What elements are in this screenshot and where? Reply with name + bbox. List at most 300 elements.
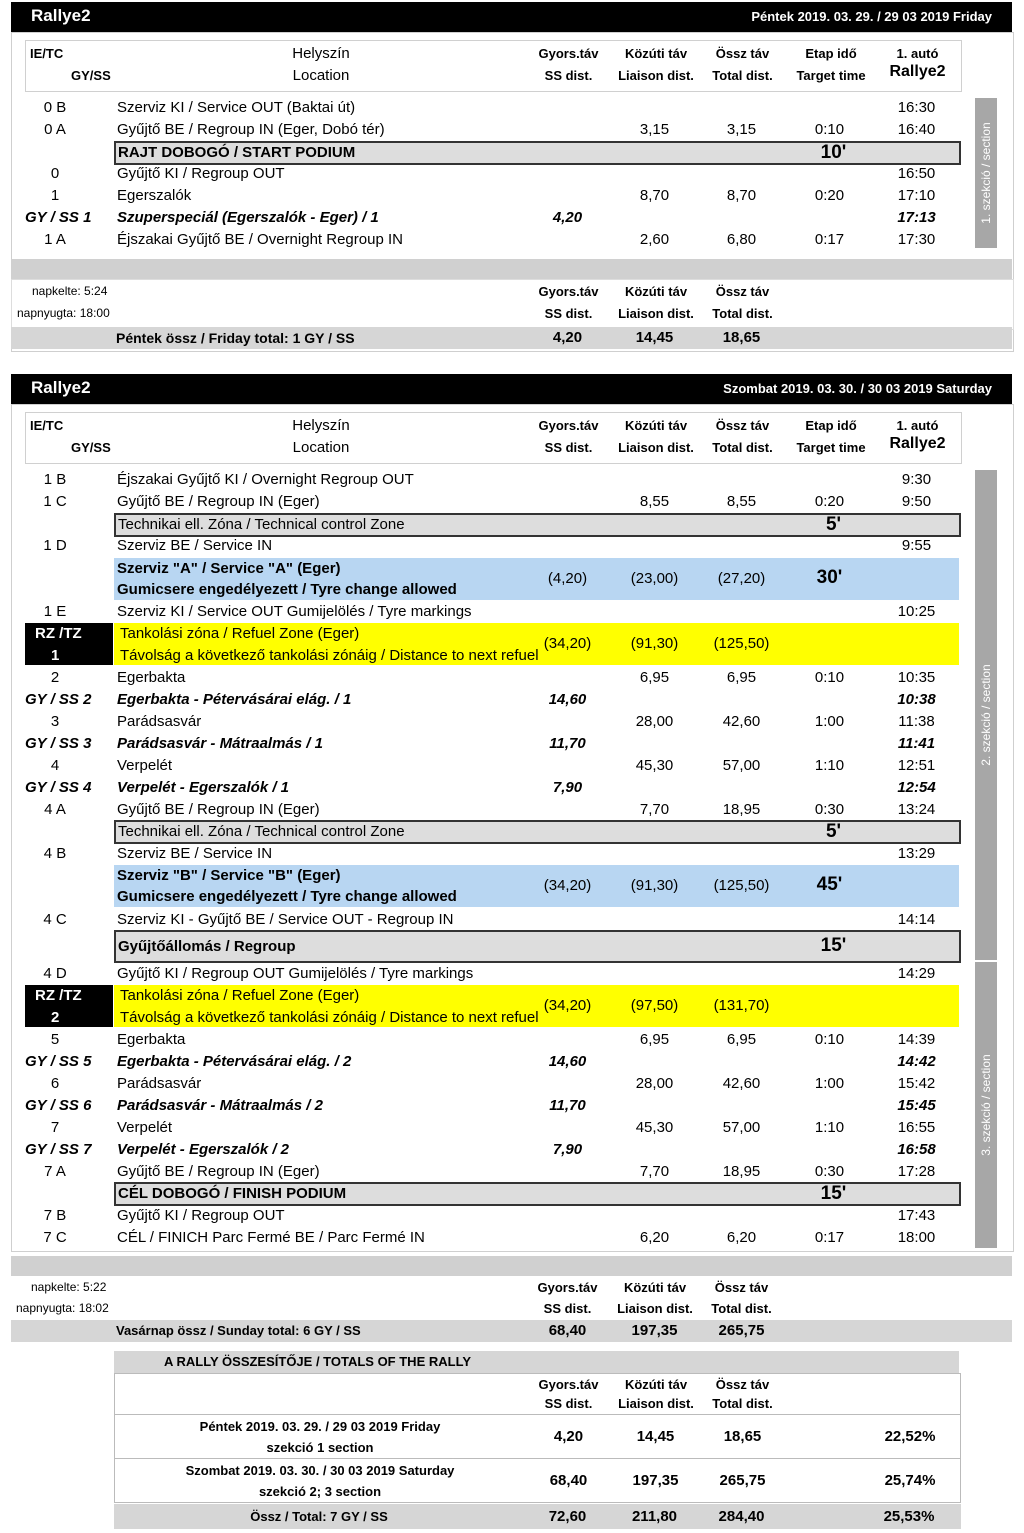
row-code: GY / SS 5 bbox=[25, 1053, 92, 1070]
row-total-dist: 18,95 bbox=[722, 801, 761, 818]
row-location: Parádsasvár bbox=[117, 1075, 202, 1092]
refuel-zone-2-line2: Távolság a következő tankolási zónáig / Distance to next refuel bbox=[120, 1009, 539, 1026]
row-location: Egerszalók bbox=[117, 187, 192, 204]
itinerary-row bbox=[25, 163, 960, 185]
day2-total-li: 197,35 bbox=[631, 1322, 678, 1339]
row-first-car: 11:38 bbox=[898, 713, 935, 730]
regroup-time: 15' bbox=[820, 935, 847, 956]
rt-liaison: Liaison dist. bbox=[618, 1396, 694, 1411]
row-liaison-dist: 6,20 bbox=[639, 1229, 670, 1246]
row-code: 5 bbox=[50, 1031, 60, 1048]
row-code: 7 B bbox=[43, 1207, 67, 1224]
hdr-etap: Etap idő bbox=[805, 46, 857, 61]
day2-column-header bbox=[25, 412, 962, 464]
row-code: 4 C bbox=[43, 911, 67, 928]
row-ss-dist: 11,70 bbox=[549, 735, 586, 752]
row-code: 3 bbox=[50, 713, 60, 730]
day2-total-label: Vasárnap össz / Sunday total: 6 GY / SS bbox=[116, 1323, 361, 1338]
itinerary-row bbox=[25, 97, 960, 119]
service-b-tot: (125,50) bbox=[713, 877, 770, 894]
service-a-li: (23,00) bbox=[630, 570, 679, 587]
row-first-car: 17:30 bbox=[897, 231, 936, 248]
refuel-zone-2-ss: (34,20) bbox=[543, 997, 592, 1014]
row-location: Szerviz KI / Service OUT Gumijelölés / Tyre markings bbox=[117, 603, 472, 620]
row-first-car: 12:51 bbox=[897, 757, 936, 774]
row-total-dist: 6,20 bbox=[726, 1229, 757, 1246]
hdr-location: Location bbox=[292, 67, 350, 84]
row-first-car: 9:50 bbox=[901, 493, 932, 510]
rt-sat-line2: szekció 2; 3 section bbox=[258, 1484, 382, 1499]
hdr-gyors: Gyors.táv bbox=[538, 46, 599, 61]
row-target-time: 0:10 bbox=[814, 1031, 845, 1048]
row-location: CÉL / FINICH Parc Fermé BE / Parc Fermé IN bbox=[117, 1229, 425, 1246]
row-first-car: 13:24 bbox=[897, 801, 936, 818]
sum2-liaison: Liaison dist. bbox=[617, 1301, 693, 1316]
row-code: 1 D bbox=[43, 537, 67, 554]
row-target-time: 1:00 bbox=[814, 713, 845, 730]
row-total-dist: 6,95 bbox=[726, 669, 757, 686]
row-target-time: 0:17 bbox=[814, 1229, 845, 1246]
day2-sunset: napnyugta: 18:02 bbox=[16, 1301, 109, 1315]
row-first-car: 10:35 bbox=[897, 669, 936, 686]
sum2-total: Total dist. bbox=[711, 1301, 772, 1316]
section3-label: 3. szekció / section bbox=[979, 1054, 993, 1156]
hdr2-ssdist: SS dist. bbox=[544, 440, 593, 455]
hdr2-helyszin: Helyszín bbox=[292, 417, 350, 434]
row-code: 7 C bbox=[43, 1229, 67, 1246]
rt-sat-line1: Szombat 2019. 03. 30. / 30 03 2019 Saturday bbox=[185, 1463, 455, 1478]
rt-fri-ss: 4,20 bbox=[553, 1428, 584, 1445]
day2-total-row bbox=[11, 1320, 1012, 1342]
row-first-car: 17:28 bbox=[897, 1163, 936, 1180]
finish-podium-row bbox=[114, 1182, 961, 1206]
row-liaison-dist: 7,70 bbox=[639, 801, 670, 818]
rt-fri-li: 14,45 bbox=[636, 1428, 675, 1445]
row-code: 0 bbox=[50, 165, 60, 182]
itinerary-row bbox=[25, 799, 960, 821]
itinerary-row bbox=[25, 229, 960, 251]
row-location: Gyűjtő KI / Regroup OUT bbox=[117, 1207, 285, 1224]
row-code: 1 A bbox=[44, 231, 66, 248]
row-code: GY / SS 4 bbox=[25, 779, 92, 796]
service-b-block bbox=[114, 865, 959, 907]
hdr-first: 1. autó bbox=[896, 46, 939, 61]
row-code: GY / SS 6 bbox=[25, 1097, 92, 1114]
itinerary-row bbox=[25, 689, 960, 711]
itinerary-row bbox=[25, 1117, 960, 1139]
row-code: 4 bbox=[50, 757, 60, 774]
row-target-time: 1:00 bbox=[814, 1075, 845, 1092]
row-first-car: 14:42 bbox=[897, 1053, 936, 1070]
service-a-time: 30' bbox=[816, 567, 843, 588]
hdr-target: Target time bbox=[796, 68, 866, 83]
sum1-liaison: Liaison dist. bbox=[618, 306, 694, 321]
row-ss-dist: 14,60 bbox=[548, 691, 587, 708]
row-code: 1 E bbox=[43, 603, 67, 620]
day2-sunrise: napkelte: 5:22 bbox=[31, 1280, 107, 1294]
row-first-car: 16:30 bbox=[897, 99, 936, 116]
rally-totals-saturday bbox=[114, 1458, 961, 1503]
itinerary-row bbox=[25, 733, 960, 755]
row-location: Gyűjtő BE / Regroup IN (Eger) bbox=[117, 1163, 320, 1180]
row-first-car: 16:50 bbox=[897, 165, 936, 182]
hdr2-liaison: Liaison dist. bbox=[618, 440, 694, 455]
day2-separator bbox=[11, 1256, 1012, 1276]
row-code: 1 B bbox=[43, 471, 67, 488]
day1-sunrise: napkelte: 5:24 bbox=[32, 284, 108, 298]
row-code: 1 C bbox=[43, 493, 67, 510]
rt-all-pct: 25,53% bbox=[883, 1508, 935, 1525]
rt-gyors: Gyors.táv bbox=[538, 1377, 599, 1392]
itinerary-row bbox=[25, 1051, 960, 1073]
row-liaison-dist: 2,60 bbox=[639, 231, 670, 248]
row-code: 0 B bbox=[43, 99, 67, 116]
rt-fri-line2: szekció 1 section bbox=[266, 1440, 374, 1455]
sum2-ossz: Össz táv bbox=[714, 1280, 769, 1295]
row-first-car: 9:30 bbox=[901, 471, 932, 488]
row-first-car: 15:42 bbox=[897, 1075, 936, 1092]
row-target-time: 0:30 bbox=[814, 801, 845, 818]
row-first-car: 12:54 bbox=[897, 779, 936, 796]
row-first-car: 14:29 bbox=[897, 965, 936, 982]
service-a-line1: Szerviz "A" / Service "A" (Eger) bbox=[117, 560, 341, 577]
day1-total-row bbox=[11, 327, 1012, 349]
rt-fri-pct: 22,52% bbox=[884, 1428, 936, 1445]
rt-sat-pct: 25,74% bbox=[884, 1472, 936, 1489]
row-liaison-dist: 28,00 bbox=[635, 713, 674, 730]
row-total-dist: 8,70 bbox=[726, 187, 757, 204]
row-code: GY / SS 3 bbox=[25, 735, 92, 752]
itinerary-row bbox=[25, 119, 960, 141]
row-liaison-dist: 3,15 bbox=[639, 121, 670, 138]
row-first-car: 17:10 bbox=[897, 187, 936, 204]
row-liaison-dist: 6,95 bbox=[639, 669, 670, 686]
rt-ssdist: SS dist. bbox=[544, 1396, 593, 1411]
day1-column-header bbox=[25, 40, 962, 92]
itinerary-row bbox=[25, 1139, 960, 1161]
day1-total-ss: 4,20 bbox=[552, 329, 583, 346]
row-ss-dist: 7,90 bbox=[552, 1141, 583, 1158]
refuel-zone-2-code: RZ /TZ bbox=[35, 987, 82, 1004]
rally-totals-header bbox=[114, 1373, 961, 1415]
row-first-car: 10:38 bbox=[897, 691, 936, 708]
row-location: Szuperspeciál (Egerszalók - Eger) / 1 bbox=[117, 209, 379, 226]
row-code: 4 B bbox=[43, 845, 67, 862]
start-podium-label: RAJT DOBOGÓ / START PODIUM bbox=[118, 144, 356, 161]
row-ss-dist: 11,70 bbox=[549, 1097, 586, 1114]
row-location: Gyűjtő BE / Regroup IN (Eger) bbox=[117, 493, 320, 510]
day2-total-ss: 68,40 bbox=[548, 1322, 587, 1339]
row-first-car: 14:14 bbox=[897, 911, 936, 928]
itinerary-row bbox=[25, 755, 960, 777]
itinerary-row bbox=[25, 909, 960, 931]
itinerary-row bbox=[25, 667, 960, 689]
day1-separator bbox=[11, 259, 1012, 279]
technical-zone-1 bbox=[114, 513, 961, 537]
rally-name: Rallye2 bbox=[31, 6, 91, 25]
refuel-zone-2-li: (97,50) bbox=[630, 997, 679, 1014]
row-ss-dist: 7,90 bbox=[552, 779, 583, 796]
row-target-time: 1:10 bbox=[814, 1119, 845, 1136]
rt-sat-li: 197,35 bbox=[632, 1472, 679, 1489]
row-code: GY / SS 2 bbox=[25, 691, 92, 708]
row-code: 7 A bbox=[44, 1163, 66, 1180]
row-liaison-dist: 8,55 bbox=[639, 493, 670, 510]
day1-header bbox=[11, 2, 1012, 32]
row-liaison-dist: 45,30 bbox=[635, 1119, 674, 1136]
row-total-dist: 3,15 bbox=[726, 121, 757, 138]
refuel-zone-2-badge bbox=[25, 985, 113, 1027]
regroup-row bbox=[114, 930, 961, 963]
row-ss-dist: 4,20 bbox=[552, 209, 583, 226]
row-total-dist: 6,95 bbox=[726, 1031, 757, 1048]
hdr2-first: 1. autó bbox=[896, 418, 939, 433]
sum1-ossz: Össz táv bbox=[715, 284, 770, 299]
row-location: Verpelét - Egerszalók / 2 bbox=[117, 1141, 290, 1158]
hdr-ssdist: SS dist. bbox=[544, 68, 593, 83]
row-location: Verpelét bbox=[117, 757, 173, 774]
hdr2-gyss: GY/SS bbox=[71, 440, 111, 455]
day1-sunset: napnyugta: 18:00 bbox=[17, 306, 110, 320]
day1-summary bbox=[11, 279, 1014, 330]
row-liaison-dist: 45,30 bbox=[635, 757, 674, 774]
itinerary-row bbox=[25, 469, 960, 491]
row-location: Éjszakai Gyűjtő KI / Overnight Regroup OUT bbox=[117, 471, 414, 488]
row-code: 7 bbox=[50, 1119, 60, 1136]
technical-zone-1-time: 5' bbox=[825, 514, 842, 535]
row-first-car: 11:41 bbox=[897, 735, 936, 752]
day1-date: Péntek 2019. 03. 29. / 29 03 2019 Friday bbox=[751, 9, 992, 24]
day2-date: Szombat 2019. 03. 30. / 30 03 2019 Saturday bbox=[723, 381, 992, 396]
refuel-zone-1-code: RZ /TZ bbox=[35, 625, 82, 642]
rt-all-ss: 72,60 bbox=[548, 1508, 587, 1525]
start-podium-time: 10' bbox=[820, 142, 847, 163]
itinerary-row bbox=[25, 491, 960, 513]
rally-totals-friday bbox=[114, 1414, 961, 1459]
technical-zone-2 bbox=[114, 820, 961, 844]
row-target-time: 0:10 bbox=[814, 669, 845, 686]
row-first-car: 10:25 bbox=[897, 603, 936, 620]
row-code: 0 A bbox=[44, 121, 66, 138]
rt-sat-tot: 265,75 bbox=[719, 1472, 766, 1489]
hdr-ossz: Össz táv bbox=[715, 46, 770, 61]
refuel-zone-1-line1: Tankolási zóna / Refuel Zone (Eger) bbox=[120, 625, 360, 642]
hdr2-etap: Etap idő bbox=[805, 418, 857, 433]
row-total-dist: 42,60 bbox=[722, 1075, 761, 1092]
refuel-zone-1-badge bbox=[25, 623, 113, 665]
technical-zone-1-label: Technikai ell. Zóna / Technical control Zone bbox=[118, 516, 405, 533]
itinerary-row bbox=[25, 1095, 960, 1117]
service-b-time: 45' bbox=[816, 874, 843, 895]
rt-ossz: Össz táv bbox=[715, 1377, 770, 1392]
row-code: GY / SS 7 bbox=[25, 1141, 92, 1158]
hdr-gyss: GY/SS bbox=[71, 68, 111, 83]
row-location: Verpelét bbox=[117, 1119, 173, 1136]
service-a-block bbox=[114, 558, 959, 600]
row-total-dist: 57,00 bbox=[722, 757, 761, 774]
row-target-time: 0:17 bbox=[814, 231, 845, 248]
row-total-dist: 42,60 bbox=[722, 713, 761, 730]
day1-total-label: Péntek össz / Friday total: 1 GY / SS bbox=[116, 330, 355, 346]
day2-total-tot: 265,75 bbox=[718, 1322, 765, 1339]
itinerary-row bbox=[25, 711, 960, 733]
service-a-line2: Gumicsere engedélyezett / Tyre change allowed bbox=[117, 581, 457, 598]
itinerary-row bbox=[25, 843, 960, 865]
row-ss-dist: 14,60 bbox=[548, 1053, 587, 1070]
service-a-tot: (27,20) bbox=[717, 570, 766, 587]
row-code: 4 D bbox=[43, 965, 67, 982]
refuel-zone-1-li: (91,30) bbox=[630, 635, 679, 652]
row-first-car: 17:13 bbox=[897, 209, 936, 226]
hdr-ietc: IE/TC bbox=[30, 46, 64, 61]
row-location: Szerviz KI / Service OUT (Baktai út) bbox=[117, 99, 356, 116]
rt-sat-ss: 68,40 bbox=[549, 1472, 588, 1489]
row-code: 2 bbox=[50, 669, 60, 686]
rt-fri-tot: 18,65 bbox=[723, 1428, 762, 1445]
row-location: Egerbakta bbox=[117, 669, 186, 686]
itinerary-row bbox=[25, 601, 960, 623]
row-target-time: 0:20 bbox=[814, 493, 845, 510]
hdr2-ossz: Össz táv bbox=[715, 418, 770, 433]
row-first-car: 9:55 bbox=[901, 537, 932, 554]
row-first-car: 16:55 bbox=[897, 1119, 936, 1136]
row-location: Egerbakta bbox=[117, 1031, 186, 1048]
refuel-zone-1-tot: (125,50) bbox=[713, 635, 770, 652]
sum2-ssdist: SS dist. bbox=[543, 1301, 592, 1316]
row-first-car: 15:45 bbox=[897, 1097, 936, 1114]
section1-bar bbox=[975, 98, 997, 248]
row-location: Gyűjtő BE / Regroup IN (Eger) bbox=[117, 801, 320, 818]
row-liaison-dist: 7,70 bbox=[639, 1163, 670, 1180]
finish-podium-label: CÉL DOBOGÓ / FINISH PODIUM bbox=[118, 1185, 347, 1202]
rally-totals-all bbox=[114, 1504, 961, 1529]
refuel-zone-2-number: 2 bbox=[51, 1009, 60, 1026]
hdr2-ietc: IE/TC bbox=[30, 418, 64, 433]
service-b-line1: Szerviz "B" / Service "B" (Eger) bbox=[117, 867, 341, 884]
sum1-kozuti: Közúti táv bbox=[624, 284, 688, 299]
refuel-zone-1-block bbox=[114, 623, 959, 665]
row-location: Szerviz BE / Service IN bbox=[117, 537, 273, 554]
technical-zone-2-time: 5' bbox=[825, 821, 842, 842]
row-total-dist: 18,95 bbox=[722, 1163, 761, 1180]
sum1-total: Total dist. bbox=[712, 306, 773, 321]
row-code: 6 bbox=[50, 1075, 60, 1092]
row-code: 4 A bbox=[44, 801, 66, 818]
row-total-dist: 57,00 bbox=[722, 1119, 761, 1136]
row-first-car: 18:00 bbox=[897, 1229, 936, 1246]
hdr2-target: Target time bbox=[796, 440, 866, 455]
row-target-time: 1:10 bbox=[814, 757, 845, 774]
row-location: Parádsasvár - Mátraalmás / 1 bbox=[117, 735, 323, 752]
row-total-dist: 6,80 bbox=[726, 231, 757, 248]
row-location: Gyűjtő BE / Regroup IN (Eger, Dobó tér) bbox=[117, 121, 385, 138]
sum1-ssdist: SS dist. bbox=[544, 306, 593, 321]
day2-summary bbox=[11, 1277, 1012, 1321]
row-code: 1 bbox=[50, 187, 60, 204]
service-b-line2: Gumicsere engedélyezett / Tyre change allowed bbox=[117, 888, 457, 905]
refuel-zone-1-line2: Távolság a következő tankolási zónáig / Distance to next refuel bbox=[120, 647, 539, 664]
sum2-kozuti: Közúti táv bbox=[623, 1280, 687, 1295]
row-first-car: 13:29 bbox=[897, 845, 936, 862]
hdr-kozuti: Közúti táv bbox=[624, 46, 688, 61]
itinerary-row bbox=[25, 1205, 960, 1227]
row-location: Verpelét - Egerszalók / 1 bbox=[117, 779, 290, 796]
day2-header bbox=[11, 374, 1012, 404]
rt-fri-line1: Péntek 2019. 03. 29. / 29 03 2019 Friday bbox=[199, 1419, 441, 1434]
service-a-ss: (4,20) bbox=[547, 570, 588, 587]
refuel-zone-1-ss: (34,20) bbox=[543, 635, 592, 652]
row-target-time: 0:30 bbox=[814, 1163, 845, 1180]
row-location: Gyűjtő KI / Regroup OUT Gumijelölés / Tyre markings bbox=[117, 965, 474, 982]
row-location: Gyűjtő KI / Regroup OUT bbox=[117, 165, 285, 182]
row-total-dist: 8,55 bbox=[726, 493, 757, 510]
regroup-label: Gyűjtőállomás / Regroup bbox=[118, 938, 296, 955]
hdr-liaison: Liaison dist. bbox=[618, 68, 694, 83]
itinerary-row bbox=[25, 1073, 960, 1095]
itinerary-row bbox=[25, 535, 960, 557]
section2-bar bbox=[975, 470, 997, 960]
hdr-helyszin: Helyszín bbox=[292, 45, 350, 62]
row-location: Szerviz KI - Gyűjtő BE / Service OUT - Regroup IN bbox=[117, 911, 454, 928]
row-location: Parádsasvár - Mátraalmás / 2 bbox=[117, 1097, 323, 1114]
rally-totals-title: A RALLY ÖSSZESÍTŐJE / TOTALS OF THE RALLY bbox=[164, 1354, 471, 1369]
hdr2-total: Total dist. bbox=[712, 440, 773, 455]
rt-kozuti: Közúti táv bbox=[624, 1377, 688, 1392]
row-target-time: 0:20 bbox=[814, 187, 845, 204]
refuel-zone-1-number: 1 bbox=[51, 647, 60, 664]
hdr2-kozuti: Közúti táv bbox=[624, 418, 688, 433]
row-target-time: 0:10 bbox=[814, 121, 845, 138]
row-first-car: 16:58 bbox=[897, 1141, 936, 1158]
row-first-car: 16:40 bbox=[897, 121, 936, 138]
section2-label: 2. szekció / section bbox=[979, 664, 993, 766]
start-podium-row bbox=[114, 141, 961, 165]
row-liaison-dist: 8,70 bbox=[639, 187, 670, 204]
technical-zone-2-label: Technikai ell. Zóna / Technical control Zone bbox=[118, 823, 405, 840]
refuel-zone-2-block bbox=[114, 985, 959, 1027]
service-b-li: (91,30) bbox=[630, 877, 679, 894]
hdr2-location: Location bbox=[292, 439, 350, 456]
rt-all-li: 211,80 bbox=[631, 1508, 678, 1525]
itinerary-row bbox=[25, 1029, 960, 1051]
day1-total-li: 14,45 bbox=[635, 329, 674, 346]
itinerary-row bbox=[25, 1227, 960, 1249]
section1-label: 1. szekció / section bbox=[979, 122, 993, 224]
section3-bar bbox=[975, 962, 997, 1248]
rally-name-2: Rallye2 bbox=[31, 378, 91, 397]
row-location: Szerviz BE / Service IN bbox=[117, 845, 273, 862]
hdr-car: Rallye2 bbox=[889, 63, 946, 80]
itinerary-row bbox=[25, 963, 960, 985]
row-liaison-dist: 6,95 bbox=[639, 1031, 670, 1048]
rt-all-tot: 284,40 bbox=[718, 1508, 765, 1525]
row-location: Egerbakta - Pétervásárai elág. / 1 bbox=[117, 691, 352, 708]
hdr2-gyors: Gyors.táv bbox=[538, 418, 599, 433]
sum2-gyors: Gyors.táv bbox=[537, 1280, 598, 1295]
rt-all-label: Össz / Total: 7 GY / SS bbox=[250, 1509, 388, 1524]
service-b-ss: (34,20) bbox=[543, 877, 592, 894]
row-first-car: 17:43 bbox=[897, 1207, 936, 1224]
row-liaison-dist: 28,00 bbox=[635, 1075, 674, 1092]
refuel-zone-2-tot: (131,70) bbox=[713, 997, 770, 1014]
row-location: Egerbakta - Pétervásárai elág. / 2 bbox=[117, 1053, 352, 1070]
day1-total-tot: 18,65 bbox=[722, 329, 761, 346]
rally-totals-title-bar bbox=[114, 1351, 959, 1373]
hdr2-car: Rallye2 bbox=[889, 435, 946, 452]
row-location: Éjszakai Gyűjtő BE / Overnight Regroup IN bbox=[117, 231, 403, 248]
itinerary-row bbox=[25, 207, 960, 229]
refuel-zone-2-line1: Tankolási zóna / Refuel Zone (Eger) bbox=[120, 987, 360, 1004]
